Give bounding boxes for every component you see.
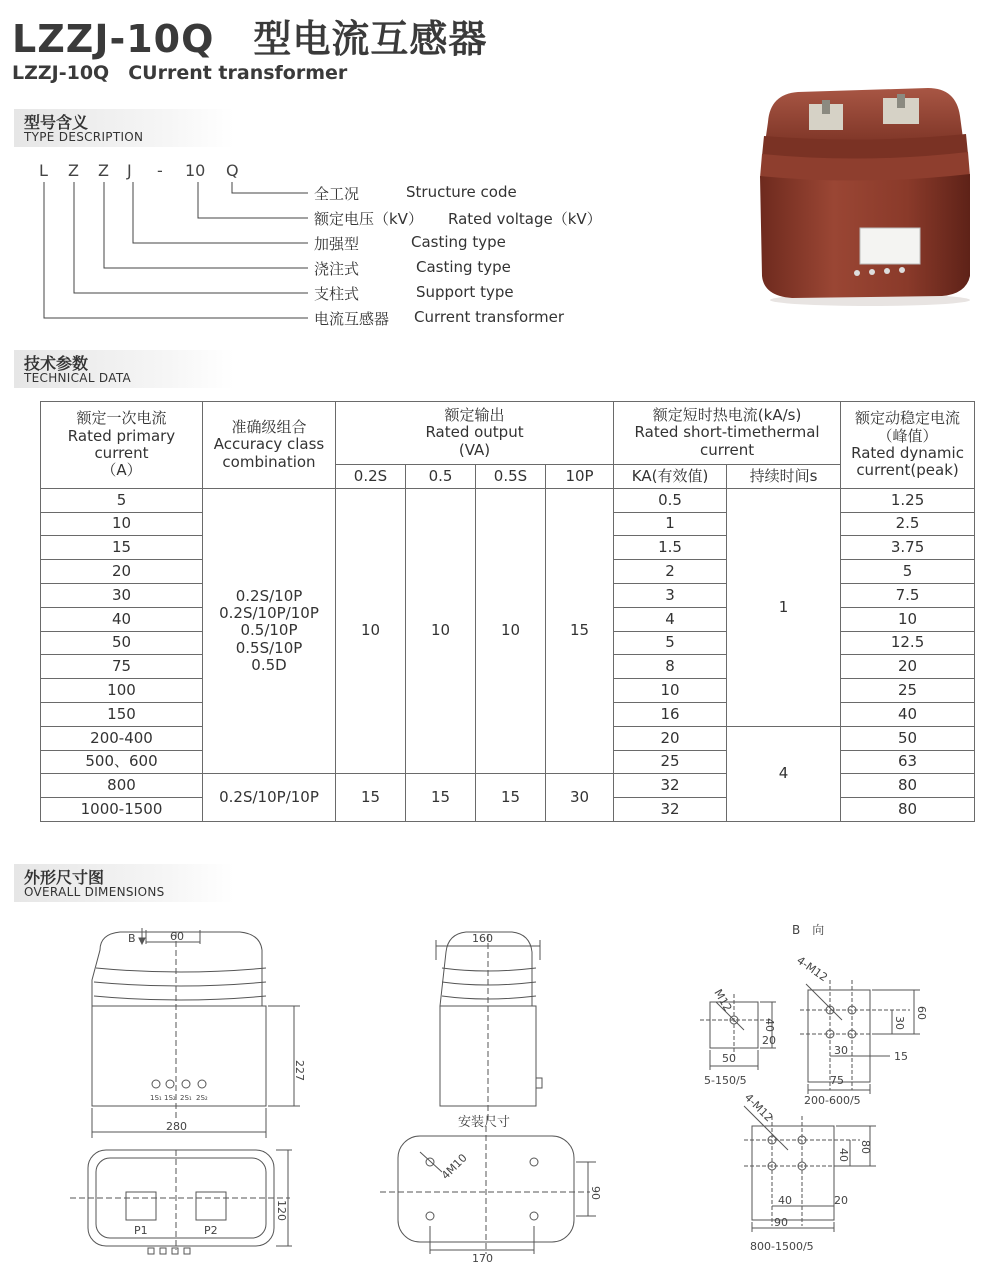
detail2-dim: 15: [894, 1050, 908, 1063]
dimension-drawings: [0, 910, 990, 1265]
ka-cell: 4: [614, 607, 727, 631]
terminal-label: 2S₁: [180, 1094, 192, 1102]
side-view-drawing: [436, 932, 542, 1120]
terminal-label: 1S₁: [150, 1094, 162, 1102]
section-title-en: TECHNICAL DATA: [24, 371, 132, 385]
ka-cell: 0.5: [614, 488, 727, 512]
b-direction-label: B: [128, 932, 136, 945]
primary-current-cell: 1000-1500: [41, 798, 203, 822]
detail2-dim: 75: [830, 1074, 844, 1087]
detail3-caption: 800-1500/5: [750, 1240, 814, 1253]
ka-cell: 10: [614, 679, 727, 703]
model-code-letter: Z: [98, 161, 109, 180]
output-cell: 10: [476, 488, 546, 774]
section-title-cn: 技术参数: [24, 354, 89, 373]
header-primary-current: 额定一次电流 Rated primary current （A）: [41, 402, 203, 489]
dynamic-cell: 5: [841, 560, 975, 584]
primary-current-cell: 100: [41, 679, 203, 703]
detail-800-1500-drawing: [744, 1106, 876, 1232]
ka-cell: 25: [614, 750, 727, 774]
mount-thread-label: 4M10: [438, 1151, 470, 1183]
page-title-cn: LZZJ-10Q 型电流互感器: [12, 17, 488, 61]
primary-current-cell: 50: [41, 631, 203, 655]
primary-current-cell: 500、600: [41, 750, 203, 774]
type-item-en: Support type: [416, 283, 514, 301]
primary-current-cell: 5: [41, 488, 203, 512]
type-item-en: Casting type: [416, 258, 511, 276]
model-code-letter: Q: [226, 161, 239, 180]
dynamic-cell: 3.75: [841, 536, 975, 560]
bottom-view-drawing: [70, 1150, 292, 1254]
detail1-dim: 40: [763, 1018, 776, 1032]
primary-current-cell: 15: [41, 536, 203, 560]
detail3-dim: 80: [859, 1140, 872, 1154]
detail3-dim: 20: [834, 1194, 848, 1207]
ka-cell: 20: [614, 726, 727, 750]
dynamic-cell: 25: [841, 679, 975, 703]
dynamic-cell: 2.5: [841, 512, 975, 536]
type-item-cn: 加强型: [314, 235, 360, 253]
duration-group-1: 1: [727, 488, 841, 726]
accuracy-group-1: 0.2S/10P 0.2S/10P/10P 0.5/10P 0.5S/10P 0.5D: [203, 488, 336, 774]
section-overall-dimensions: [14, 864, 234, 902]
detail1-dim: 20: [762, 1034, 776, 1047]
output-cell: 10: [406, 488, 476, 774]
section-title-en: TYPE DESCRIPTION: [24, 130, 144, 144]
output-class-header: 0.5: [406, 465, 476, 489]
primary-current-cell: 150: [41, 702, 203, 726]
mounting-title: 安装尺寸: [458, 1115, 511, 1130]
output-cell: 15: [476, 774, 546, 822]
dynamic-cell: 50: [841, 726, 975, 750]
dim-120: 120: [275, 1200, 288, 1221]
section-technical-data: [14, 350, 234, 388]
output-cell: 15: [546, 488, 614, 774]
detail2-dim: 30: [834, 1044, 848, 1057]
type-item-cn: 额定电压（kV）: [314, 210, 423, 228]
p2-label: P2: [204, 1224, 218, 1237]
type-item-cn: 浇注式: [314, 260, 360, 278]
b-view-title: B 向: [792, 923, 825, 937]
primary-current-cell: 200-400: [41, 726, 203, 750]
dynamic-cell: 40: [841, 702, 975, 726]
dynamic-cell: 63: [841, 750, 975, 774]
detail2-caption: 200-600/5: [804, 1094, 861, 1107]
detail3-thread: 4-M12: [741, 1090, 776, 1125]
type-item-en: Current transformer: [414, 308, 565, 326]
primary-current-cell: 75: [41, 655, 203, 679]
ka-cell: 8: [614, 655, 727, 679]
primary-current-cell: 10: [41, 512, 203, 536]
terminal-label: 1S₂: [164, 1094, 176, 1102]
type-item-cn: 支柱式: [314, 285, 360, 303]
output-class-header: 0.2S: [336, 465, 406, 489]
page-title-en: LZZJ-10Q CUrrent transformer: [12, 62, 348, 84]
detail2-thread: 4-M12: [794, 953, 830, 985]
type-item-en: Rated voltage（kV）: [448, 210, 602, 228]
model-code-letter: 10: [185, 161, 206, 180]
detail1-dim: 50: [722, 1052, 736, 1065]
dim-160: 160: [472, 932, 493, 945]
output-cell: 15: [336, 774, 406, 822]
model-code-letter: L: [39, 161, 48, 180]
output-class-header: 0.5S: [476, 465, 546, 489]
type-connector-lines: [0, 0, 330, 330]
ka-cell: 2: [614, 560, 727, 584]
output-cell: 15: [406, 774, 476, 822]
output-cell: 10: [336, 488, 406, 774]
type-item-cn: 电流互感器: [314, 310, 390, 328]
primary-current-cell: 30: [41, 583, 203, 607]
header-short-time-current: 额定短时热电流(kA/s) Rated short-timethermal current: [614, 402, 841, 465]
detail-5-150-drawing: [700, 994, 776, 1070]
dynamic-cell: 12.5: [841, 631, 975, 655]
ka-cell: 1: [614, 512, 727, 536]
dynamic-cell: 1.25: [841, 488, 975, 512]
ka-cell: 16: [614, 702, 727, 726]
ka-header: KA(有效值): [614, 465, 727, 489]
dim-60: 60: [170, 930, 184, 943]
detail3-dim: 40: [778, 1194, 792, 1207]
duration-header: 持续时间s: [727, 465, 841, 489]
detail3-dim: 90: [774, 1216, 788, 1229]
ka-cell: 3: [614, 583, 727, 607]
output-cell: 30: [546, 774, 614, 822]
dynamic-cell: 20: [841, 655, 975, 679]
detail1-thread: M12: [711, 987, 735, 1014]
section-title-cn: 型号含义: [24, 113, 89, 132]
technical-data-table: [40, 401, 975, 822]
mounting-view-drawing: [380, 1126, 596, 1254]
dynamic-cell: 7.5: [841, 583, 975, 607]
detail1-caption: 5-150/5: [704, 1074, 747, 1087]
type-item-cn: 全工况: [314, 185, 360, 203]
terminal-label: 2S₂: [196, 1094, 208, 1102]
primary-current-cell: 40: [41, 607, 203, 631]
header-dynamic-current: 额定动稳定电流 （峰值） Rated dynamic current(peak): [841, 402, 975, 489]
dynamic-cell: 80: [841, 774, 975, 798]
model-code-letter: Z: [68, 161, 79, 180]
type-item-en: Structure code: [406, 183, 517, 201]
ka-cell: 32: [614, 798, 727, 822]
header-rated-output: 额定输出 Rated output (VA): [336, 402, 614, 465]
dynamic-cell: 80: [841, 798, 975, 822]
dim-170: 170: [472, 1252, 493, 1265]
model-code-letter: J: [127, 161, 132, 180]
type-item-en: Casting type: [411, 233, 506, 251]
header-accuracy-class: 准确级组合 Accuracy class combination: [203, 402, 336, 489]
ka-cell: 32: [614, 774, 727, 798]
product-photo: [752, 80, 982, 310]
detail3-dim: 40: [837, 1148, 850, 1162]
front-view-drawing: [92, 928, 300, 1138]
section-title-cn: 外形尺寸图: [24, 868, 105, 887]
detail-200-600-drawing: [800, 980, 920, 1094]
detail2-dim: 60: [915, 1006, 928, 1020]
model-code-letter: -: [157, 161, 163, 180]
output-class-header: 10P: [546, 465, 614, 489]
primary-current-cell: 800: [41, 774, 203, 798]
primary-current-cell: 20: [41, 560, 203, 584]
section-title-en: OVERALL DIMENSIONS: [24, 885, 165, 899]
detail2-dim: 30: [893, 1016, 906, 1030]
accuracy-group-2: 0.2S/10P/10P: [203, 774, 336, 822]
p1-label: P1: [134, 1224, 148, 1237]
dim-90: 90: [589, 1186, 602, 1200]
duration-group-2: 4: [727, 726, 841, 821]
ka-cell: 1.5: [614, 536, 727, 560]
dim-227: 227: [293, 1060, 306, 1081]
dynamic-cell: 10: [841, 607, 975, 631]
ka-cell: 5: [614, 631, 727, 655]
dim-280: 280: [166, 1120, 187, 1133]
